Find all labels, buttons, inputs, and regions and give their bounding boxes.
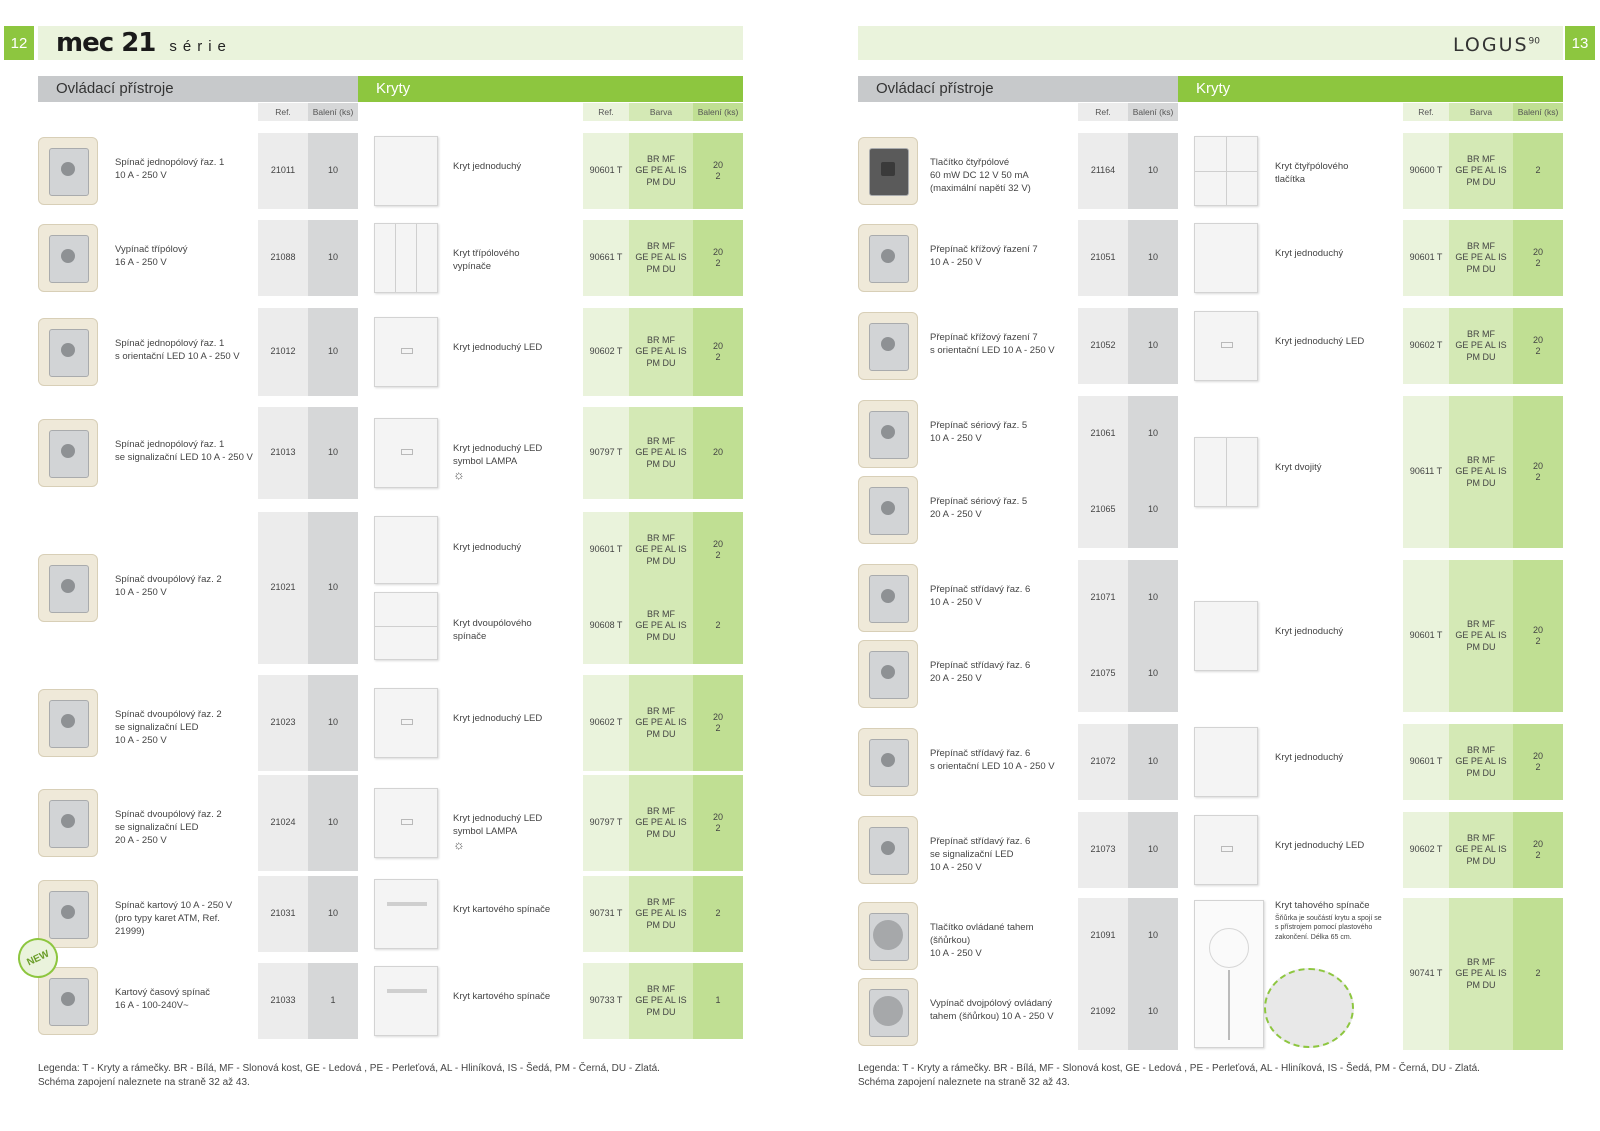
qty-cell: 10 <box>308 675 358 771</box>
color-cell: BR MF GE PE AL IS PM DU <box>1449 133 1513 209</box>
qty-cell: 10 <box>1128 220 1178 296</box>
cover-image <box>374 136 438 206</box>
device-description: Přepínač střídavý řaz. 6 20 A - 250 V <box>930 660 1031 684</box>
color-cell: BR MF GE PE AL IS PM DU <box>629 963 693 1039</box>
device-image <box>858 816 918 884</box>
qty-cell: 10 <box>1128 133 1178 209</box>
device-image <box>38 789 98 857</box>
device-image <box>858 640 918 708</box>
qty-cell: 10 <box>1128 308 1178 384</box>
qty-cell: 10 <box>308 133 358 209</box>
cover-description: Kryt jednoduchý LED <box>1275 336 1365 347</box>
cover-qty-cell: 20 2 <box>1513 308 1563 384</box>
cover-split-line <box>375 626 437 627</box>
ref-cell: 21031 <box>258 876 308 952</box>
qty-cell: 10 <box>308 775 358 871</box>
device-image <box>38 967 98 1035</box>
cover-ref-cell: 90797 T <box>583 407 629 499</box>
cover-ref-cell: 90797 T <box>583 775 629 871</box>
cover-image <box>1194 815 1258 885</box>
device-description: Spínač dvoupólový řaz. 2 se signalizační LED 10 A - 250 V <box>115 709 222 746</box>
qty-cell: 10 <box>1128 898 1178 974</box>
ref-cell: 21065 <box>1078 472 1128 548</box>
cover-description: Kryt kartového spínače <box>453 904 551 915</box>
qty-cell: 10 <box>1128 560 1178 636</box>
ref-cell: 21052 <box>1078 308 1128 384</box>
ref-cell: 21075 <box>1078 636 1128 712</box>
cover-qty-cell: 20 2 <box>693 512 743 588</box>
color-cell: BR MF GE PE AL IS PM DU <box>629 876 693 952</box>
color-cell: BR MF GE PE AL IS PM DU <box>629 308 693 396</box>
device-description: Tlačítko čtyřpólové 60 mW DC 12 V 50 mA (maximální napětí 32 V) <box>930 157 1031 194</box>
cover-description: Kryt jednoduchý LED symbol LAMPA <box>453 443 543 467</box>
device-image <box>38 554 98 622</box>
ref-cell: 21071 <box>1078 560 1128 636</box>
led-indicator <box>401 719 413 725</box>
cover-ref-cell: 90602 T <box>583 675 629 771</box>
brand-sup: 90 <box>1528 36 1540 47</box>
led-indicator <box>401 819 413 825</box>
cover-image <box>1194 223 1258 293</box>
pull-knob <box>1209 928 1249 968</box>
color-cell: BR MF GE PE AL IS PM DU <box>629 407 693 499</box>
device-image <box>858 978 918 1046</box>
cover-image <box>1194 136 1258 206</box>
ref-cell: 21033 <box>258 963 308 1039</box>
new-badge: NEW <box>11 931 64 984</box>
page-number: 13 <box>1565 26 1595 60</box>
cover-description: Kryt jednoduchý LED <box>453 342 543 353</box>
brand-logo <box>1453 34 1540 56</box>
qty-cell: 10 <box>308 512 358 664</box>
cover-image <box>374 223 438 293</box>
device-image <box>858 728 918 796</box>
ref-cell: 21073 <box>1078 812 1128 888</box>
cover-ref-cell: 90601 T <box>1403 560 1449 712</box>
cover-split-line <box>395 224 396 292</box>
col-header-ref: Ref. <box>1078 103 1128 121</box>
led-indicator <box>401 449 413 455</box>
section-devices-header: Ovládací přístroje <box>858 76 1178 102</box>
qty-cell: 10 <box>308 308 358 396</box>
cover-qty-cell: 2 <box>1513 133 1563 209</box>
color-cell: BR MF GE PE AL IS PM DU <box>1449 308 1513 384</box>
cover-split-line <box>1226 438 1227 506</box>
cover-description: Kryt jednoduchý LED <box>453 713 543 724</box>
cover-image <box>374 516 438 584</box>
cover-qty-cell: 20 2 <box>1513 812 1563 888</box>
legend-text: Legenda: T - Kryty a rámečky. BR - Bílá, MF - Slonová kost, GE - Ledová , PE - Perleťová, AL - Hliníková, IS - Šedá, PM - Černá, DU - Zlatá. Schéma zapojení naleznete na straně 32 až 43. <box>858 1063 1480 1088</box>
cover-description: Kryt tahového spínače <box>1275 900 1370 911</box>
cover-description: Kryt jednoduchý <box>1275 248 1344 259</box>
cover-ref-cell: 90602 T <box>583 308 629 396</box>
cover-image <box>374 966 438 1036</box>
cover-image <box>374 788 438 858</box>
ref-cell: 21061 <box>1078 396 1128 472</box>
cover-description: Kryt jednoduchý LED <box>1275 840 1365 851</box>
device-description: Spínač dvoupólový řaz. 2 se signalizační LED 20 A - 250 V <box>115 809 222 846</box>
cover-qty-cell: 20 2 <box>1513 220 1563 296</box>
cover-ref-cell: 90601 T <box>1403 724 1449 800</box>
cover-ref-cell: 90601 T <box>583 512 629 588</box>
qty-cell: 1 <box>308 963 358 1039</box>
cover-image <box>1194 727 1258 797</box>
cover-ref-cell: 90601 T <box>1403 220 1449 296</box>
cover-ref-cell: 90600 T <box>1403 133 1449 209</box>
cover-qty-cell: 20 2 <box>1513 724 1563 800</box>
cover-qty-cell: 20 <box>693 407 743 499</box>
cover-qty-cell: 20 2 <box>693 675 743 771</box>
ref-cell: 21023 <box>258 675 308 771</box>
ref-cell: 21024 <box>258 775 308 871</box>
card-slot <box>387 989 427 993</box>
device-description: Přepínač střídavý řaz. 6 10 A - 250 V <box>930 584 1031 608</box>
device-description: Kartový časový spínač 16 A - 100-240V~ <box>115 987 211 1011</box>
color-cell: BR MF GE PE AL IS PM DU <box>1449 220 1513 296</box>
cover-ref-cell: 90661 T <box>583 220 629 296</box>
cover-qty-cell: 20 2 <box>1513 560 1563 712</box>
cover-image <box>1194 437 1258 507</box>
cover-ref-cell: 90733 T <box>583 963 629 1039</box>
qty-cell: 10 <box>1128 812 1178 888</box>
cover-image <box>1194 601 1258 671</box>
ref-cell: 21051 <box>1078 220 1128 296</box>
cover-description: Kryt čtyřpólového tlačítka <box>1275 161 1349 185</box>
color-cell: BR MF GE PE AL IS PM DU <box>629 220 693 296</box>
device-description: Spínač dvoupólový řaz. 2 10 A - 250 V <box>115 574 222 598</box>
cover-image <box>374 592 438 660</box>
col-header-cover-baleni: Balení (ks) <box>693 103 743 121</box>
led-indicator <box>1221 846 1233 852</box>
device-image <box>858 564 918 632</box>
device-image <box>858 902 918 970</box>
col-header-cover-ref: Ref. <box>583 103 629 121</box>
section-covers-header: Kryty <box>358 76 743 102</box>
section-covers-header: Kryty <box>1178 76 1563 102</box>
cover-description: Kryt dvojitý <box>1275 462 1322 473</box>
lamp-icon: ☼ <box>453 837 465 852</box>
col-header-cover-ref: Ref. <box>1403 103 1449 121</box>
ref-cell: 21013 <box>258 407 308 499</box>
cover-ref-cell: 90608 T <box>583 588 629 664</box>
color-cell: BR MF GE PE AL IS PM DU <box>1449 724 1513 800</box>
cover-ref-cell: 90602 T <box>1403 308 1449 384</box>
cover-qty-cell: 20 2 <box>693 775 743 871</box>
lamp-icon: ☼ <box>453 467 465 482</box>
device-image <box>38 224 98 292</box>
device-description: Vypínač dvojpólový ovládaný tahem (šňůrkou) 10 A - 250 V <box>930 998 1054 1022</box>
cover-qty-cell: 20 2 <box>693 220 743 296</box>
qty-cell: 10 <box>1128 472 1178 548</box>
device-image <box>38 318 98 386</box>
ref-cell: 21164 <box>1078 133 1128 209</box>
device-description: Spínač kartový 10 A - 250 V (pro typy karet ATM, Ref. 21999) <box>115 900 233 937</box>
color-cell: BR MF GE PE AL IS PM DU <box>1449 560 1513 712</box>
detail-zoom <box>1264 968 1354 1048</box>
ref-cell: 21072 <box>1078 724 1128 800</box>
cover-image <box>374 879 438 949</box>
device-description: Přepínač sériový řaz. 5 20 A - 250 V <box>930 496 1028 520</box>
led-indicator <box>401 348 413 354</box>
device-description: Přepínač křížový řazení 7 10 A - 250 V <box>930 244 1038 268</box>
cover-description: Kryt jednoduchý <box>453 161 522 172</box>
brand-suffix: série <box>169 38 232 55</box>
cover-ref-cell: 90602 T <box>1403 812 1449 888</box>
cover-split-line <box>1195 171 1257 172</box>
cover-description: Kryt jednoduchý LED symbol LAMPA <box>453 813 543 837</box>
color-cell: BR MF GE PE AL IS PM DU <box>629 675 693 771</box>
device-image <box>858 312 918 380</box>
device-image <box>38 689 98 757</box>
cover-ref-cell: 90601 T <box>583 133 629 209</box>
cover-qty-cell: 2 <box>1513 898 1563 1050</box>
cover-ref-cell: 90731 T <box>583 876 629 952</box>
cover-image <box>374 688 438 758</box>
device-image <box>858 400 918 468</box>
cover-split-line <box>416 224 417 292</box>
cover-description: Kryt dvoupólového spínače <box>453 618 532 642</box>
device-image <box>858 224 918 292</box>
qty-cell: 10 <box>1128 974 1178 1050</box>
card-slot <box>387 902 427 906</box>
cover-note: Šňůrka je součástí krytu a spojí se s přístrojem pomocí plastového zakončení. Délka 65 cm. <box>1275 915 1382 941</box>
device-description: Spínač jednopólový řaz. 1 s orientační LED 10 A - 250 V <box>115 338 240 362</box>
cover-qty-cell: 20 2 <box>693 133 743 209</box>
qty-cell: 10 <box>308 407 358 499</box>
cover-description: Kryt jednoduchý <box>453 542 522 553</box>
device-image <box>38 880 98 948</box>
cover-ref-cell: 90741 T <box>1403 898 1449 1050</box>
qty-cell: 10 <box>308 876 358 952</box>
col-header-color: Barva <box>1449 103 1513 121</box>
col-header-baleni: Balení (ks) <box>308 103 358 121</box>
cover-image <box>374 418 438 488</box>
qty-cell: 10 <box>308 220 358 296</box>
cover-ref-cell: 90611 T <box>1403 396 1449 548</box>
ref-cell: 21091 <box>1078 898 1128 974</box>
device-description: Přepínač sériový řaz. 5 10 A - 250 V <box>930 420 1028 444</box>
qty-cell: 10 <box>1128 724 1178 800</box>
device-description: Přepínač střídavý řaz. 6 s orientační LED 10 A - 250 V <box>930 748 1055 772</box>
cover-qty-cell: 20 2 <box>1513 396 1563 548</box>
device-description: Tlačítko ovládané tahem (šňůrkou) 10 A - 250 V <box>930 922 1034 959</box>
ref-cell: 21012 <box>258 308 308 396</box>
ref-cell: 21088 <box>258 220 308 296</box>
color-cell: BR MF GE PE AL IS PM DU <box>629 588 693 664</box>
ref-cell: 21092 <box>1078 974 1128 1050</box>
cover-qty-cell: 2 <box>693 588 743 664</box>
color-cell: BR MF GE PE AL IS PM DU <box>629 775 693 871</box>
color-cell: BR MF GE PE AL IS PM DU <box>629 512 693 588</box>
device-image <box>858 476 918 544</box>
color-cell: BR MF GE PE AL IS PM DU <box>1449 396 1513 548</box>
device-description: Přepínač střídavý řaz. 6 se signalizační LED 10 A - 250 V <box>930 836 1031 873</box>
right-page <box>800 0 1600 1131</box>
col-header-ref: Ref. <box>258 103 308 121</box>
legend-text: Legenda: T - Kryty a rámečky. BR - Bílá, MF - Slonová kost, GE - Ledová , PE - Perleťová, AL - Hliníková, IS - Šedá, PM - Černá, DU - Zlatá. Schéma zapojení naleznete na straně 32 až 43. <box>38 1063 660 1088</box>
color-cell: BR MF GE PE AL IS PM DU <box>629 133 693 209</box>
color-cell: BR MF GE PE AL IS PM DU <box>1449 898 1513 1050</box>
page-number: 12 <box>4 26 34 60</box>
led-indicator <box>1221 342 1233 348</box>
color-cell: BR MF GE PE AL IS PM DU <box>1449 812 1513 888</box>
cover-image <box>374 317 438 387</box>
device-description: Přepínač křížový řazení 7 s orientační LED 10 A - 250 V <box>930 332 1055 356</box>
cover-image <box>1194 311 1258 381</box>
cover-qty-cell: 2 <box>693 876 743 952</box>
ref-cell: 21021 <box>258 512 308 664</box>
cover-description: Kryt jednoduchý <box>1275 626 1344 637</box>
ref-cell: 21011 <box>258 133 308 209</box>
cover-description: Kryt třípólového vypínače <box>453 248 520 272</box>
cover-description: Kryt kartového spínače <box>453 991 551 1002</box>
cover-description: Kryt jednoduchý <box>1275 752 1344 763</box>
device-description: Spínač jednopólový řaz. 1 se signalizační LED 10 A - 250 V <box>115 439 253 463</box>
cover-qty-cell: 1 <box>693 963 743 1039</box>
brand-name: LOGUS <box>1452 34 1529 56</box>
device-image <box>38 137 98 205</box>
col-header-color: Barva <box>629 103 693 121</box>
qty-cell: 10 <box>1128 636 1178 712</box>
col-header-baleni: Balení (ks) <box>1128 103 1178 121</box>
col-header-cover-baleni: Balení (ks) <box>1513 103 1563 121</box>
section-devices-header: Ovládací přístroje <box>38 76 358 102</box>
device-description: Spínač jednopólový řaz. 1 10 A - 250 V <box>115 157 225 181</box>
qty-cell: 10 <box>1128 396 1178 472</box>
cover-qty-cell: 20 2 <box>693 308 743 396</box>
brand-logo <box>56 28 232 58</box>
device-image <box>38 419 98 487</box>
device-description: Vypínač třípólový 16 A - 250 V <box>115 244 188 268</box>
device-image <box>858 137 918 205</box>
pull-cord <box>1228 970 1230 1040</box>
brand-name: mec 21 <box>56 28 156 58</box>
